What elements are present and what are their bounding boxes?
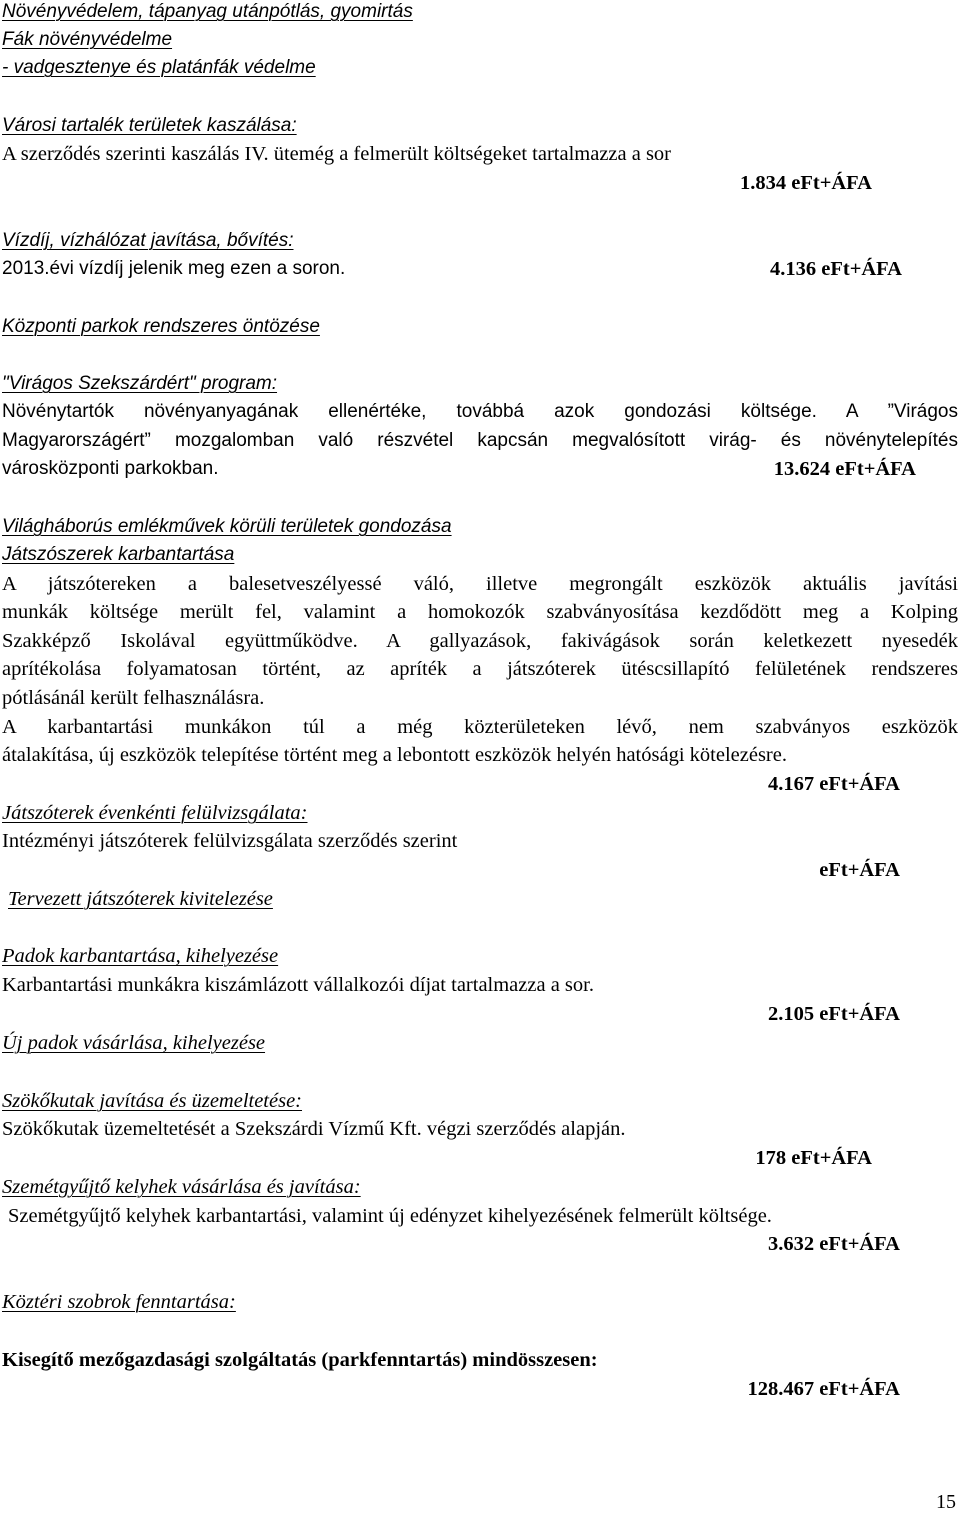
heading-water-fee: Vízdíj, vízhálózat javítása, bővítés:: [2, 230, 294, 251]
text-flower-program-1: Növénytartók növényanyagának ellenértéke, továbbá azok gondozási költsége. A ”Virágos: [2, 401, 958, 422]
heading-flower-program: "Virágos Szekszárdért" program:: [2, 373, 278, 394]
heading-planned-playgrounds: Tervezett játszóterek kivitelezése: [8, 888, 273, 910]
text-fountains: Szökőkutak üzemeltetését a Szekszárdi Vízmű Kft. végzi szerződés alapján.: [2, 1118, 626, 1140]
text-playground-2: munkák költsége merült fel, valamint a homokozók szabványosítása kezdődött meg a Kolping: [2, 601, 958, 623]
amount-playground: 4.167 eFt+ÁFA: [768, 773, 900, 795]
text-playground-inspection: Intézményi játszóterek felülvizsgálata szerződés szerint: [2, 830, 458, 852]
heading-bench-maintenance: Padok karbantartása, kihelyezése: [2, 945, 279, 967]
amount-water-fee: 4.136 eFt+ÁFA: [770, 258, 902, 280]
text-playground-5: pótlásánál került felhasználásra.: [2, 687, 265, 709]
total-label: Kisegítő mezőgazdasági szolgáltatás (parkfenntartás) mindösszesen:: [2, 1349, 598, 1371]
text-flower-program-2: Magyarországért” mozgalomban való részvétel kapcsán megvalósított virág- és növénytelepítés: [2, 430, 958, 451]
heading-playground-inspection: Játszóterek évenkénti felülvizsgálata:: [2, 802, 308, 824]
heading-fountains: Szökőkutak javítása és üzemeltetése:: [2, 1090, 303, 1112]
text-mowing-contract: A szerződés szerinti kaszálás IV. ütemég a felmerült költségeket tartalmazza a sor: [2, 143, 672, 165]
heading-new-benches: Új padok vásárlása, kihelyezése: [2, 1032, 266, 1054]
text-playground-3: Szakképző Iskolával együttműködve. A gallyazások, fakivágások során keletkezett nyesedék: [2, 630, 958, 652]
heading-war-memorials: Világháborús emlékművek körüli területek gondozása: [2, 516, 452, 537]
text-bench-maintenance: Karbantartási munkákra kiszámlázott vállalkozói díjat tartalmazza a sor.: [2, 974, 594, 996]
heading-tree-protection: Fák növényvédelme: [2, 29, 173, 50]
amount-mowing: 1.834 eFt+ÁFA: [740, 172, 872, 194]
heading-reserve-mowing: Városi tartalék területek kaszálása:: [2, 115, 297, 136]
text-playground-1: A játszótereken a balesetveszélyessé váló, illetve megrongált eszközök aktuális javítási: [2, 573, 958, 595]
heading-playground-maintenance: Játszószerek karbantartása: [2, 544, 235, 565]
amount-bench-maintenance: 2.105 eFt+ÁFA: [768, 1003, 900, 1025]
amount-playground-inspection: eFt+ÁFA: [819, 859, 900, 881]
text-water-fee: 2013.évi vízdíj jelenik meg ezen a soron.: [2, 258, 346, 279]
heading-plant-protection: Növényvédelem, tápanyag utánpótlás, gyomirtás: [2, 1, 413, 22]
heading-park-irrigation: Központi parkok rendszeres öntözése: [2, 316, 320, 337]
amount-waste-bins: 3.632 eFt+ÁFA: [768, 1233, 900, 1255]
amount-fountains: 178 eFt+ÁFA: [755, 1147, 872, 1169]
page-number: 15: [936, 1491, 956, 1513]
amount-total: 128.467 eFt+ÁFA: [747, 1378, 900, 1400]
text-playground-6: A karbantartási munkákon túl a még közterületeken lévő, nem szabványos eszközök: [2, 716, 958, 738]
heading-public-statues: Köztéri szobrok fenntartása:: [2, 1291, 236, 1313]
text-playground-4: aprítékolása folyamatosan történt, az apríték a játszóterek ütéscsillapító felületének rendszeres: [2, 658, 958, 680]
text-waste-bins: Szemétgyűjtő kelyhek karbantartási, valamint új edényzet kihelyezésének felmerült költsége.: [8, 1205, 772, 1227]
text-playground-7: átalakítása, új eszközök telepítése történt meg a lebontott eszközök helyén hatósági kötelezésre.: [2, 744, 787, 766]
amount-flower-program: 13.624 eFt+ÁFA: [773, 458, 916, 480]
heading-waste-bins: Szemétgyűjtő kelyhek vásárlása és javítása:: [2, 1176, 361, 1198]
text-flower-program-3: városközponti parkokban.: [2, 458, 219, 479]
subheading-chestnut-plane: - vadgesztenye és platánfák védelme: [2, 57, 316, 78]
